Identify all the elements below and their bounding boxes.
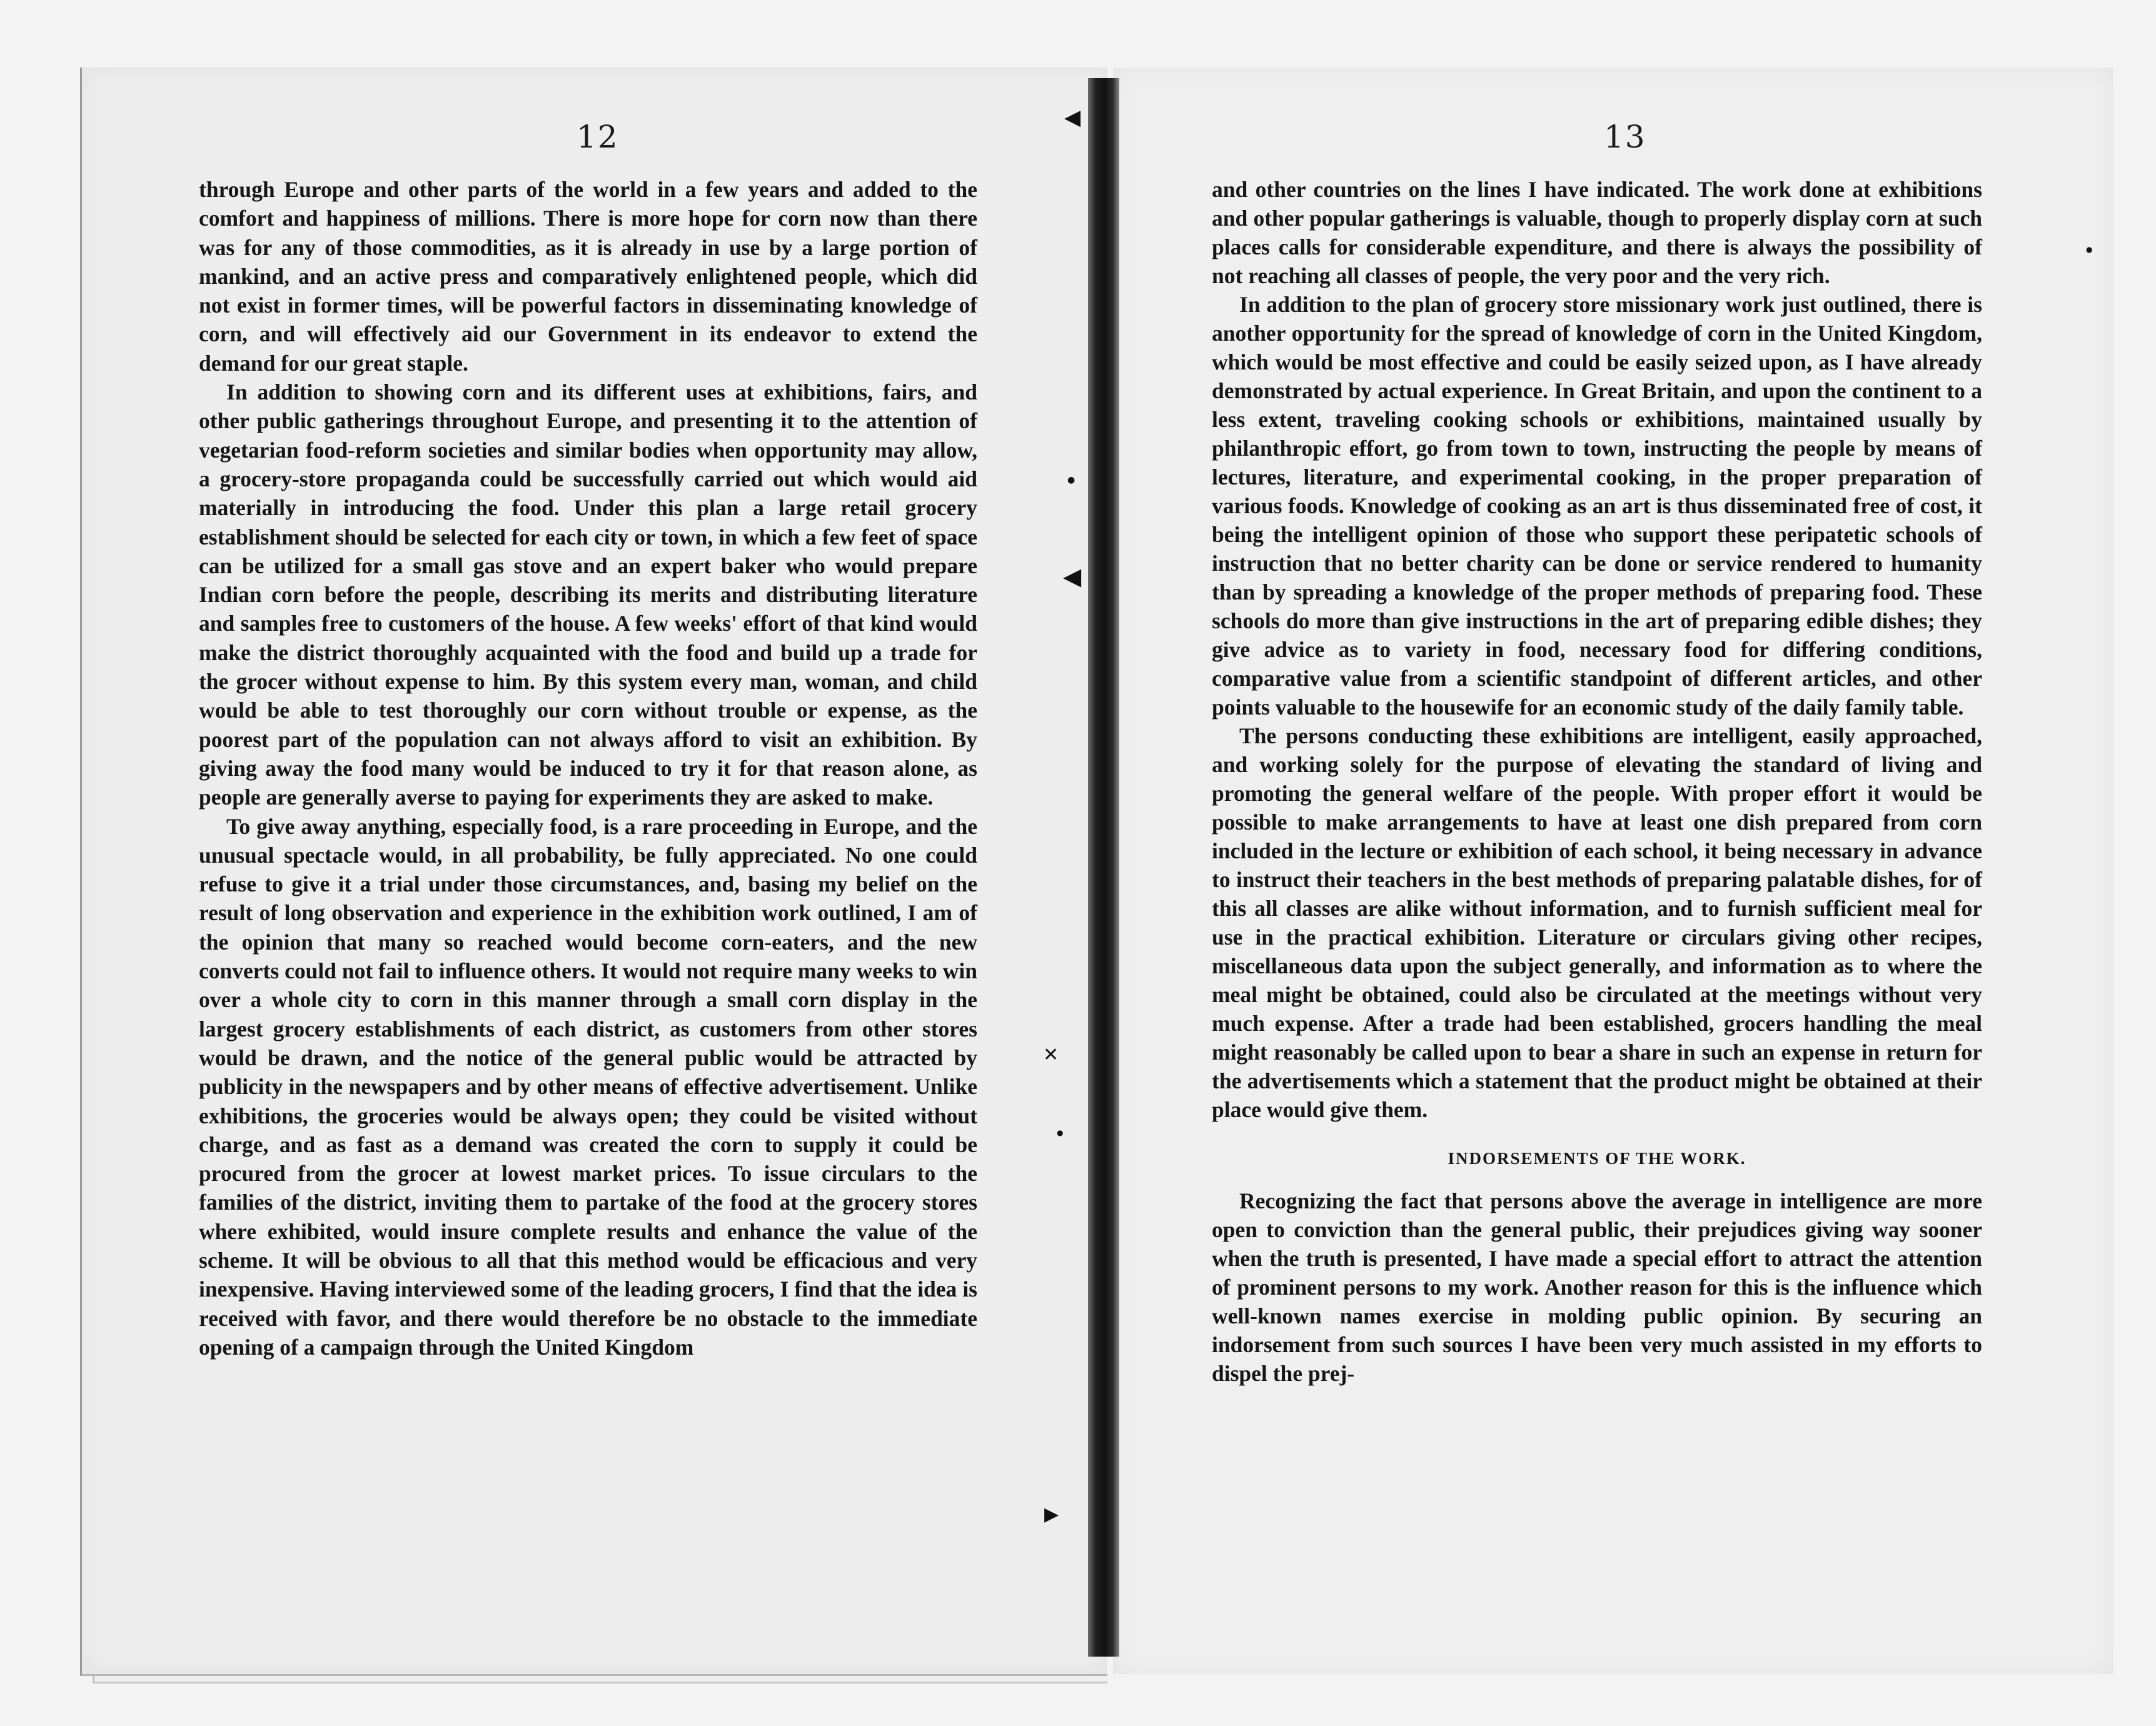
speck: ● [2086, 245, 2093, 254]
binding-mark: ◀ [1064, 105, 1081, 130]
paragraph: To give away anything, especially food, is a rare proceeding in Europe, and the unusual spectacle would, in all probability, be fully appreciated. No one could refuse to give it a trial under those circumstances, and, basing my belief on the result of long observation and experience in the exhibition work outlined, I am of the opinion that many so reached would become corn-eaters, and the new converts could not fail to influence others. It would not require many weeks to win over a whole city to corn in this manner through a small corn display in the largest grocery establishments of each district, as customers from other stores would be drawn, and the notice of the general public would be attracted by publicity in the newspapers and by other means of effective advertisement. Unlike exhibitions, the groceries would be always open; they could be visited without charge, and as fast as a demand was created the corn to supply it could be procured from the grocer at lowest market prices. To issue circulars to the families of the district, inviting them to partake of the food at the grocery stores where exhibited, would insure complete results and enhance the value of the scheme. It will be obvious to all that this method would be efficacious and very inexpensive. Having interviewed some of the leading grocers, I find that the idea is received with favor, and there would therefore be no obstacle to the immediate opening of a campaign through the United Kingdom [199, 813, 977, 1360]
paragraph: The persons conducting these exhibitions are intelligent, easily approached, and working solely for the purpose of elevating the standard of living and promoting the general welfare of the people. With proper effort it would be possible to make arrangements to have at least one dish prepared from corn included in the lecture or exhibition of each school, it being necessary in advance to instruct their teachers in the best methods of preparing palatable dishes, for of this all classes are alike without information, and to furnish sufficient meal for use in the practical exhibition. Literature or circulars giving other recipes, miscellaneous data upon the subject generally, and information as to where the meal might be obtained, could also be circulated at the meetings without very much expense. After a trade had been established, grocers handling the meal might reasonably be called upon to bear a share in such an expense in return for the advertisements which a statement that the product might be obtained at their place would give them. [1212, 723, 1982, 1122]
binding-mark: ✕ [1043, 1044, 1059, 1066]
binding-mark: ▶ [1044, 1503, 1059, 1525]
page-number-right: 13 [1604, 119, 1646, 155]
paragraph: through Europe and other parts of the world in a few years and added to the comfort and happiness of millions. There is more hope for corn now than there was for any of those commodities, as it is already in use by a large portion of mankind, and an active press and comparatively enlightened people, which did not exist in former times, will be powerful factors in disseminating knowledge of corn, and will effectively aid our Government in its endeavor to extend the demand for our great staple. [199, 177, 977, 376]
left-text-column [199, 175, 977, 1362]
paragraph: In addition to showing corn and its different uses at exhibitions, fairs, and other public gatherings throughout Europe, and presenting it to the attention of vegetarian food-reform societies and similar bodies when opportunity may allow, a grocery-store propaganda could be successfully carried out which would aid materially in introducing the food. Under this plan a large retail grocery establishment should be selected for each city or town, in which a few feet of space can be utilized for a small gas stove and an expert baker who would prepare Indian corn before the people, describing its merits and distributing literature and samples free to customers of the house. A few weeks' effort of that kind would make the district thoroughly acquainted with the food and build up a trade for the grocer without expense to him. By this system every man, woman, and child would be able to test thoroughly our corn without trouble or expense, as the poorest part of the population can not always afford to visit an exhibition. By giving away the food many would be induced to try it for that reason alone, as people are generally averse to paying for experiments they are asked to make. [199, 379, 977, 810]
section-heading: INDORSEMENTS OF THE WORK. [1448, 1149, 1746, 1168]
paragraph: Recognizing the fact that persons above the average in intelligence are more open to conviction than the general public, their prejudices giving way sooner when the truth is presented, I have made a special effort to attract the attention of prominent persons to my work. Another reason for this is the influence which well-known names exercise in molding public opinion. By securing an indorsement from such sources I have been very much assisted in my efforts to dispel the prej- [1212, 1188, 1982, 1386]
paragraph: and other countries on the lines I have indicated. The work done at exhibitions and other popular gatherings is valuable, though to properly display corn at such places calls for considerable expenditure, and there is always the possibility of not reaching all classes of people, the very poor and the very rich. [1212, 177, 1982, 288]
paragraph: In addition to the plan of grocery store missionary work just outlined, there is another opportunity for the spread of knowledge of corn in the United Kingdom, which would be most effective and could be easily seized upon, as I have already demonstrated by actual experience. In Great Britain, and upon the continent to a less extent, traveling cooking schools or exhibitions, maintained usually by philanthropic effort, go from town to town, instructing the people by means of lectures, literature, and experimental cooking, in the proper preparation of various foods. Knowledge of cooking as an art is thus disseminated free of cost, it being the intelligent opinion of those who support these peripatetic schools of instruction that no better charity can be done or service rendered to humanity than by spreading a knowledge of the proper methods of preparing food. These schools do more than give instructions in the art of preparing edible dishes; they give advice as to variety in food, necessary food for differing conditions, comparative value from a scientific standpoint of different articles, and other points valuable to the housewife for an economic study of the daily family table. [1212, 292, 1982, 720]
binding-mark: ◀ [1063, 563, 1082, 590]
book-spine [1088, 78, 1119, 1657]
right-text-column [1212, 175, 1982, 1388]
page-number-left: 12 [577, 119, 619, 155]
speck: ● [1067, 475, 1075, 485]
speck: ● [1057, 1128, 1064, 1137]
